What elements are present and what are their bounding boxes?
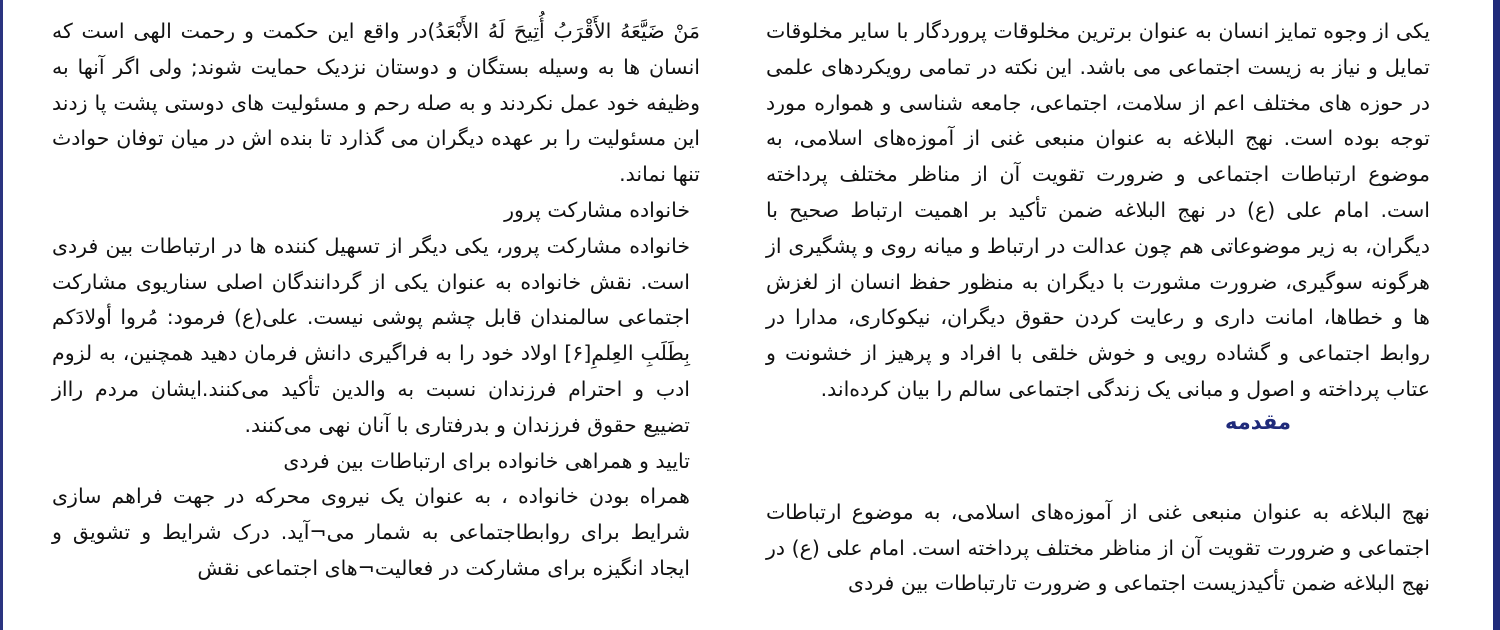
left-column [52, 14, 700, 587]
right-column [766, 14, 1430, 602]
subheading-family-support: تایید و همراهی خانواده برای ارتباطات بین فردی [283, 448, 690, 473]
page-border-left [0, 0, 3, 630]
spacer [766, 440, 1430, 495]
intro-paragraph: یکی از وجوه تمایز انسان به عنوان برترین مخلوقات پروردگار با سایر مخلوقات تمایل و نیاز به زیست اجتماعی می باشد. این نکته در تمامی رویکردهای علمی در حوزه های مختلف اعم از سلامت، اجتماعی، جامعه شناسی و همواره مورد توجه بوده است. نهج البلاغه به عنوان منبعی غنی از آموزه‌های اسلامی، به موضوع ارتباطات اجتماعی و ضرورت تقویت آن از مناظر مختلف پرداخته است. امام علی (ع) در نهج البلاغه ضمن تأکید بر اهمیت ارتباط صحیح با دیگران، به زیر موضوعاتی هم چون عدالت در ارتباط و میانه روی و پشگیری از هرگونه سوگیری، ضرورت مشورت با دیگران به منظور حفظ انسان از لغزش ها و خطاها، امانت داری و رعایت کردن حقوق دیگران، نیکوکاری، مدارا در روابط اجتماعی و گشاده رویی و خوش خلقی با افراد و پرهیز از خشونت و عتاب پرداخته و اصول و مبانی یک زندگی اجتماعی سالم را بیان کرده‌اند. [766, 19, 1430, 401]
page-border-right [1493, 0, 1500, 630]
section-heading-text: مقدمه [1225, 409, 1291, 434]
left-paragraph-1: مَنْ ضَیَّعَهُ الأَقْرَبُ أُتِیحَ لَهُ الأَبْعَدُ)در واقع این حکمت و رحمت الهی است که انسان ها به وسیله بستگان و دوستان نزدیک حمایت شوند; ولی اگر آنها به وظیفه خود عمل نکردند و به صله رحم و مسئولیت های دوستی پشت پا زدند این مسئولیت را بر عهده دیگران می گذارد تا بنده اش در میان توفان حوادث تنها نماند. [52, 19, 700, 187]
subheading-family: خانواده مشارکت پرور [504, 197, 690, 222]
section-heading [766, 404, 1430, 440]
left-paragraph-2: خانواده مشارکت پرور، یکی دیگر از تسهیل کننده ها در ارتباطات بین فردی است. نقش خانواده به عنوان یکی از گردانندگان اصلی سناریوی مشارکت اجتماعی سالمندان قابل چشم پوشی نیست. علی(ع) فرمود: مُروا أولادَکم بِطَلَبِ العِلمِ[۶] اولاد خود را به فراگیری دانش فرمان دهید همچنین، به لزوم ادب و احترام فرزندان نسبت به والدین تأکید می‌کنند.ایشان مردم رااز تضییع حقوق فرزندان و بدرفتاری با آنان نهی می‌کنند. [52, 233, 690, 437]
left-paragraph-3: همراه بودن خانواده ، به عنوان یک نیروی محرکه در جهت فراهم سازی شرایط برای روابطاجتماعی به شمار می¬آید. درک شرایط و تشویق و ایجاد انگیزه برای مشارکت در فعالیت¬های اجتماعی نقش [52, 484, 690, 580]
second-paragraph: نهج البلاغه به عنوان منبعی غنی از آموزه‌های اسلامی، به موضوع ارتباطات اجتماعی و ضرورت تقویت آن از مناظر مختلف پرداخته است. امام علی (ع) در نهج البلاغه ضمن تأکیدزیست اجتماعی و ضرورت تارتباطات بین فردی [766, 499, 1430, 596]
